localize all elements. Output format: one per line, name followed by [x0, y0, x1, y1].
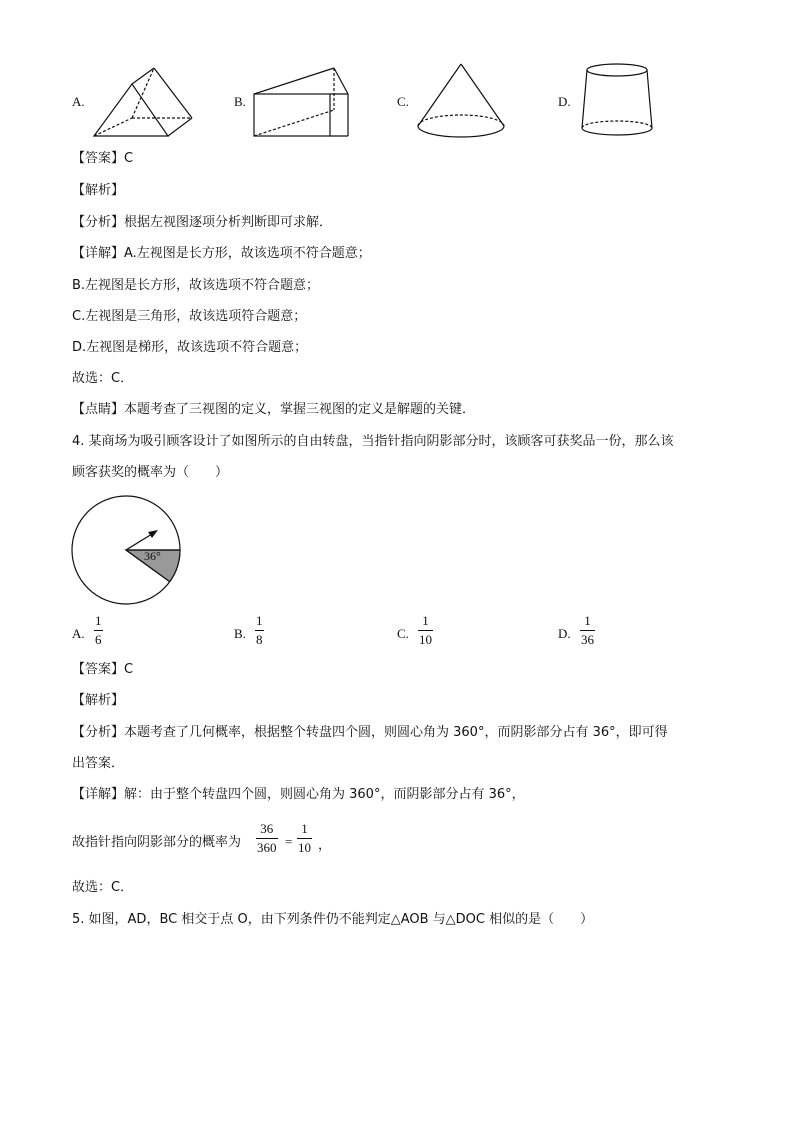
q4-option-a-numerator: 1: [95, 613, 102, 628]
q4-option-b-numerator: 1: [256, 613, 263, 628]
q4-fenxi-line-1: 【分析】本题考查了几何概率，根据整个转盘四个圆，则圆心角为 360°，而阴影部分占有 36°，即可得: [72, 725, 668, 740]
q4-option-c-denominator: 10: [419, 632, 432, 647]
q4-option-d-fraction: [580, 613, 595, 647]
q4-option-c-fraction: [418, 613, 433, 647]
q4-option-c-numerator: 1: [422, 613, 429, 628]
q4-jiexi-heading: 【解析】: [72, 693, 125, 708]
q3-jiexi-heading: 【解析】: [72, 183, 125, 198]
option-a-prism-figure: [90, 66, 200, 140]
option-d-frustum-figure: [578, 62, 658, 146]
q4-prob-prefix: 故指针指向阴影部分的概率为: [72, 835, 242, 850]
q4-option-b-label: B.: [234, 626, 246, 641]
q4-stem-line-1: 4. 某商场为吸引顾客设计了如图所示的自由转盘，当指针指向阴影部分时，该顾客可获奖品一份，那么该: [72, 434, 674, 449]
q4-prob-fraction-2: [297, 821, 312, 855]
q3-line-c: C.左视图是三角形，故该选项符合题意；: [72, 309, 307, 324]
q4-prob-fraction-1: [256, 821, 278, 855]
q4-option-a-label: A.: [72, 626, 85, 641]
option-c-label: C.: [397, 94, 409, 109]
q4-prob-suffix: ，: [318, 838, 332, 853]
option-d-label: D.: [558, 94, 571, 109]
q4-prob-numerator-2: 1: [301, 821, 308, 836]
q5-stem: 5. 如图，AD，BC 相交于点 O，由下列条件仍不能判定△AOB 与△DOC 相似的是（ ）: [72, 912, 594, 927]
q4-option-d-denominator: 36: [581, 632, 594, 647]
q3-line-b: B.左视图是长方形，故该选项不符合题意；: [72, 278, 320, 293]
q4-prob-denominator-2: 10: [298, 840, 311, 855]
option-c-cone-figure: [414, 62, 510, 142]
q4-option-a-fraction: [94, 613, 103, 647]
q4-option-b-denominator: 8: [256, 632, 263, 647]
q4-angle-label: 36°: [144, 549, 161, 563]
q4-xiangjie: 【详解】解：由于整个转盘四个圆，则圆心角为 360°，而阴影部分占有 36°，: [72, 787, 525, 802]
q4-prob-denominator-1: 360: [257, 840, 277, 855]
q3-answer: 【答案】C: [72, 151, 134, 166]
q4-option-b-fraction: [255, 613, 264, 647]
option-b-prism-figure: [252, 66, 352, 140]
option-a-label: A.: [72, 94, 85, 109]
q3-fenxi: 【分析】根据左视图逐项分析判断即可求解．: [72, 215, 333, 230]
q4-option-c-label: C.: [397, 626, 409, 641]
q3-choose: 故选：C．: [72, 371, 134, 386]
q4-prob-equals: =: [285, 834, 293, 849]
q4-stem-line-2: 顾客获奖的概率为（ ）: [72, 465, 229, 480]
q4-choose: 故选：C．: [72, 880, 134, 895]
q4-answer: 【答案】C: [72, 662, 134, 677]
q4-prob-numerator-1: 36: [260, 821, 274, 836]
q4-option-a-denominator: 6: [95, 632, 102, 647]
q4-option-d-label: D.: [558, 626, 571, 641]
q4-option-d-numerator: 1: [584, 613, 591, 628]
q3-xiangjie: 【详解】A.左视图是长方形，故该选项不符合题意；: [72, 246, 371, 261]
option-b-label: B.: [234, 94, 246, 109]
q3-line-d: D.左视图是梯形，故该选项不符合题意；: [72, 340, 308, 355]
q4-spinner-figure: [70, 496, 182, 608]
q4-fenxi-line-2: 出答案．: [72, 756, 125, 771]
q3-dianjing: 【点睛】本题考查了三视图的定义，掌握三视图的定义是解题的关键．: [72, 402, 476, 417]
